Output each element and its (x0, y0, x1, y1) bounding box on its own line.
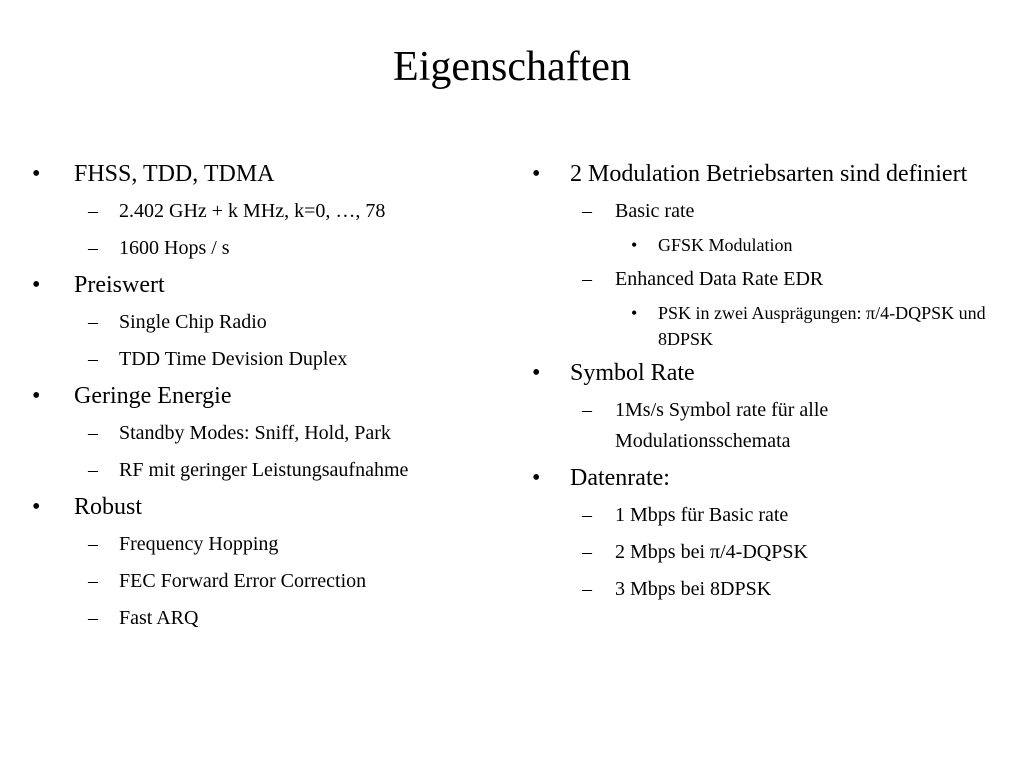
sub-bullet-item (527, 574, 997, 605)
bullet-text: Robust (74, 494, 143, 520)
bullet-item (30, 270, 500, 301)
sub-bullet-item (30, 196, 500, 227)
sub-bullet-item (30, 233, 500, 264)
bullet-text: Preiswert (74, 272, 165, 298)
dash-icon: – (582, 268, 592, 290)
dash-icon: – (582, 399, 592, 421)
dash-icon: – (88, 607, 98, 629)
sub-bullet-item (30, 529, 500, 560)
sub-bullet-text: 2 Mbps bei π/4-DQPSK (615, 541, 808, 563)
sub-sub-bullet-text: PSK in zwei Ausprägungen: π/4-DQPSK und 8DPSK (658, 303, 986, 349)
sub-bullet-item (527, 537, 997, 568)
slide-title: Eigenschaften (393, 44, 631, 90)
sub-bullet-text: FEC Forward Error Correction (119, 570, 367, 592)
right-column (527, 159, 997, 605)
sub-bullet-item (30, 603, 500, 634)
dash-icon: – (88, 348, 98, 370)
sub-bullet-text: 1 Mbps für Basic rate (615, 504, 789, 526)
dash-icon: – (88, 237, 98, 259)
sub-sub-bullet-item (527, 232, 997, 258)
sub-bullet-item (30, 344, 500, 375)
sub-bullet-text: Basic rate (615, 200, 695, 222)
sub-bullet-item (527, 395, 997, 457)
bullet-icon: • (532, 161, 541, 187)
sub-bullet-text: 3 Mbps bei 8DPSK (615, 578, 772, 600)
bullet-item (30, 492, 500, 523)
sub-bullet-item (527, 500, 997, 531)
bullet-item (30, 381, 500, 412)
bullet-icon: • (32, 272, 41, 298)
sub-bullet-text: 2.402 GHz + k MHz, k=0, …, 78 (119, 200, 386, 222)
bullet-icon: • (32, 161, 41, 187)
sub-bullet-text: Single Chip Radio (119, 311, 267, 333)
bullet-icon: • (631, 303, 638, 323)
sub-sub-bullet-text: GFSK Modulation (658, 235, 793, 255)
sub-bullet-text: 1600 Hops / s (119, 237, 230, 259)
bullet-item (527, 358, 997, 389)
sub-bullet-item (30, 307, 500, 338)
sub-bullet-item (527, 196, 997, 227)
dash-icon: – (88, 459, 98, 481)
sub-bullet-text: RF mit geringer Leistungsaufnahme (119, 459, 409, 481)
bullet-icon: • (532, 360, 541, 386)
bullet-text: FHSS, TDD, TDMA (74, 161, 275, 187)
sub-bullet-text: Fast ARQ (119, 607, 199, 629)
sub-bullet-text: Standby Modes: Sniff, Hold, Park (119, 422, 391, 444)
bullet-icon: • (532, 465, 541, 491)
dash-icon: – (88, 200, 98, 222)
sub-bullet-text: Enhanced Data Rate EDR (615, 268, 824, 290)
sub-bullet-text: Frequency Hopping (119, 533, 279, 555)
dash-icon: – (88, 311, 98, 333)
bullet-icon: • (631, 235, 638, 255)
dash-icon: – (88, 422, 98, 444)
dash-icon: – (582, 541, 592, 563)
sub-bullet-item (30, 455, 500, 486)
dash-icon: – (582, 504, 592, 526)
bullet-item (527, 159, 997, 190)
dash-icon: – (582, 578, 592, 600)
bullet-item (527, 463, 997, 494)
left-column (30, 159, 500, 634)
bullet-text: Geringe Energie (74, 383, 232, 409)
sub-sub-bullet-item (527, 300, 997, 352)
dash-icon: – (88, 533, 98, 555)
bullet-icon: • (32, 494, 41, 520)
bullet-item (30, 159, 500, 190)
sub-bullet-text: 1Ms/s Symbol rate für alle Modulationsschemata (615, 399, 829, 452)
dash-icon: – (88, 570, 98, 592)
bullet-text: 2 Modulation Betriebsarten sind definiert (570, 161, 968, 187)
sub-bullet-item (30, 418, 500, 449)
bullet-icon: • (32, 383, 41, 409)
bullet-text: Symbol Rate (570, 360, 695, 386)
dash-icon: – (582, 200, 592, 222)
sub-bullet-item (30, 566, 500, 597)
sub-bullet-item (527, 264, 997, 295)
sub-bullet-text: TDD Time Devision Duplex (119, 348, 348, 370)
bullet-text: Datenrate: (570, 465, 670, 491)
